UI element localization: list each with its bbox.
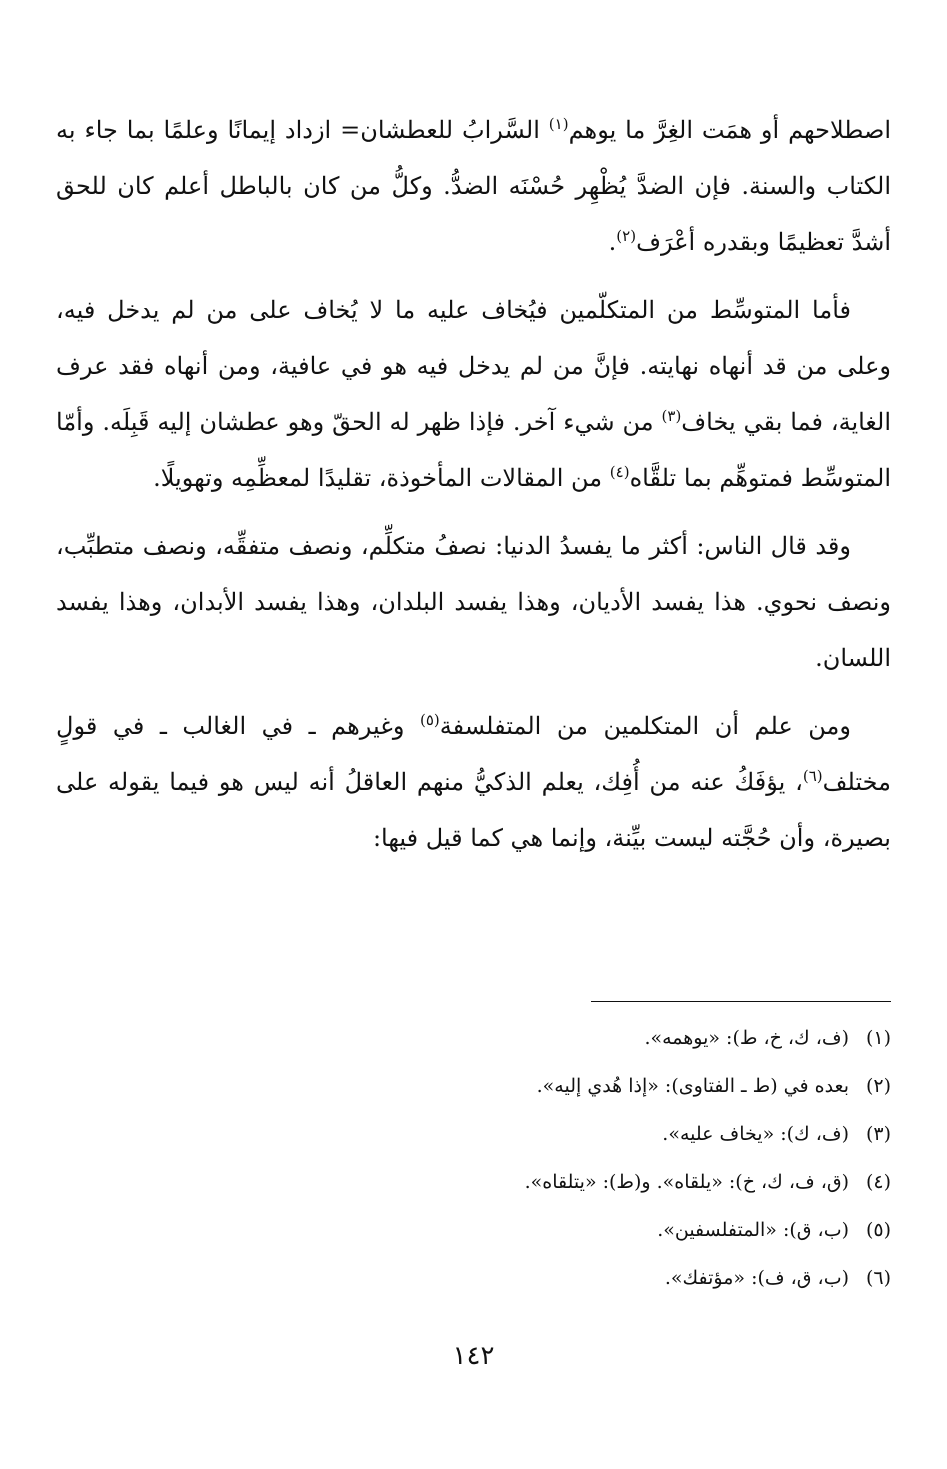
paragraph	[56, 698, 891, 866]
footnote-marker: (٣)	[661, 407, 682, 425]
footnote-number: (١)	[865, 1027, 891, 1049]
footnote-marker: (٥)	[419, 711, 440, 729]
footnote	[56, 1158, 891, 1206]
paragraph-text: ، يؤفَكُ عنه من أُفِك، يعلم الذكيُّ منهم العاقلُ أنه ليس هو فيما يقوله على بصيرة، وأن حُجَّته ليست بيِّنة، وإنما هي كما قيل فيها:	[56, 768, 891, 852]
paragraph-text: ومن علم أن المتكلمين من المتفلسفة	[439, 712, 851, 740]
main-text	[56, 102, 891, 878]
paragraph-text: من المقالات المأخوذة، تقليدًا لمعظِّمِه وتهويلًا.	[153, 464, 610, 492]
footnote-text: (ب، ق، ف): «مؤتفك».	[664, 1267, 849, 1289]
footnote-number: (٣)	[865, 1123, 891, 1145]
footnote	[56, 1254, 891, 1302]
paragraph-text: .	[608, 228, 617, 256]
paragraph	[56, 102, 891, 270]
paragraph	[56, 518, 891, 686]
footnote-number: (٥)	[865, 1219, 891, 1241]
footnote-number: (٢)	[865, 1075, 891, 1097]
footnote	[56, 1110, 891, 1158]
page-number: ١٤٢	[452, 1341, 495, 1371]
footnote	[56, 1062, 891, 1110]
paragraph	[56, 282, 891, 506]
footnote-text: (ب، ق): «المتفلسفين».	[657, 1219, 849, 1241]
footnote-text: (ف، ك، خ، ط): «يوهمه».	[644, 1027, 849, 1049]
paragraph-text: من شيء آخر. فإذا ظهر له الحقّ وهو عطشان إليه قَبِلَه. وأمّا المتوسِّط فمتوهِّم بما تلقَّاه	[56, 408, 891, 492]
paragraph-text: وقد قال الناس: أكثر ما يفسدُ الدنيا: نصفُ متكلِّم، ونصف متفقِّه، ونصف متطبِّب، ونصف نحوي. هذا يفسد الأديان، وهذا يفسد البلدان، وهذا يفسد الأبدان، وهذا يفسد اللسان.	[56, 532, 891, 672]
footnote-divider	[591, 1001, 891, 1002]
footnote-number: (٦)	[865, 1267, 891, 1289]
footnote	[56, 1014, 891, 1062]
footnote-marker: (٤)	[609, 463, 630, 481]
footnote-text: (ق، ف، ك، خ): «يلقاه». و(ط): «يتلقاه».	[524, 1171, 849, 1193]
footnote-marker: (٦)	[802, 767, 823, 785]
footnote-text: (ف، ك): «يخاف عليه».	[662, 1123, 849, 1145]
paragraph-text: اصطلاحهم أو همَت الغِرَّ ما يوهم	[568, 116, 892, 144]
paragraph-text: فأما المتوسِّط من المتكلّمين فيُخاف عليه ما لا يُخاف على من لم يدخل فيه، وعلى من قد أنهاه نهايته. فإنَّ من لم يدخل فيه هو في عافية، ومن أنهاه فقد عرف الغاية، فما بقي يخاف	[56, 296, 891, 436]
footnote	[56, 1206, 891, 1254]
footnotes-list	[56, 1014, 891, 1302]
footnote-text: بعده في (ط ـ الفتاوى): «إذا هُدي إليه».	[536, 1075, 849, 1097]
footnote-number: (٤)	[865, 1171, 891, 1193]
footnote-marker: (٢)	[616, 227, 637, 245]
paragraph-text: وغيرهم ـ في الغالب ـ في قولٍ مختلف	[56, 712, 891, 796]
footnote-marker: (١)	[548, 115, 569, 133]
paragraph-text: السَّرابُ للعطشان= ازداد إيمانًا وعلمًا بما جاء به الكتاب والسنة. فإن الضدَّ يُظْهِر حُسْنَه الضدُّ. وكلُّ من كان بالباطل أعلم كان للحق أشدَّ تعظيمًا وبقدره أعْرَف	[56, 116, 891, 256]
